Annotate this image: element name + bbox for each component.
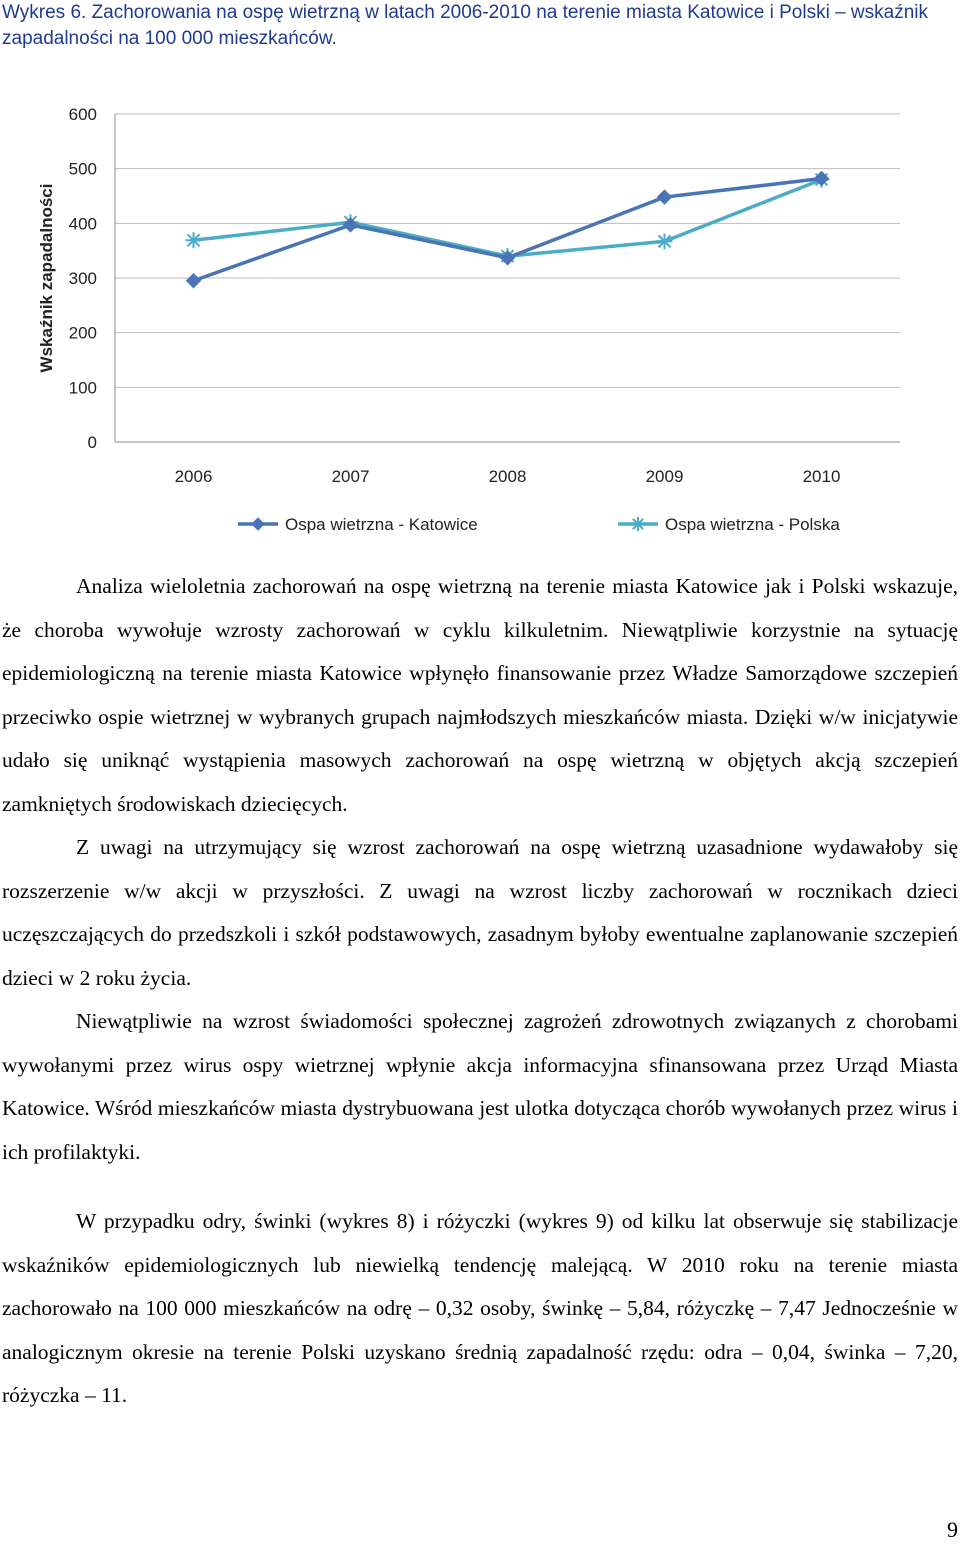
y-tick-label: 600: [68, 105, 97, 124]
legend-marker: [252, 518, 264, 530]
x-tick-label: 2008: [488, 467, 527, 486]
paragraph-3: Niewątpliwie na wzrost świadomości społecznej zagrożeń zdrowotnych związanych z chorobami wywołanymi przez wirus ospy wietrznej wpłynie akcja informacyjna sfinansowana przez Urząd Miasta Katowice. Wśród mieszkańców miasta dystrybuowana jest ulotka dotycząca chorób wywołanych przez wirus i ich profilaktyki.: [2, 1009, 958, 1164]
chart-svg: [0, 80, 960, 550]
data-point: [657, 233, 673, 249]
paragraph-1: Analiza wieloletnia zachorowań na ospę wietrzną na terenie miasta Katowice jak i Polski wskazuje, że choroba wywołuje wzrosty zachorowań w cyklu kilkuletnim. Niewątpliwie korzystnie na sytuację epidemiologiczną na terenie miasta Katowice wpłynęło finansowanie przez Władze Samorządowe szczepień przeciwko ospie wietrznej w wybranych grupach najmłodszych mieszkańców miasta. Dzięki w/w inicjatywie udało się uniknąć wystąpienia masowych zachorowań na ospę wietrzną w objętych akcją szczepień zamkniętych środowiskach dziecięcych.: [2, 574, 958, 816]
data-point: [344, 218, 358, 232]
legend-label: Ospa wietrzna - Katowice: [285, 515, 478, 534]
data-point: [186, 232, 202, 248]
y-tick-label: 0: [87, 433, 97, 452]
paragraph-2: Z uwagi na utrzymujący się wzrost zachorowań na ospę wietrzną uzasadnione wydawałoby się rozszerzenie w/w akcji w przyszłości. Z uwagi na wzrost liczby zachorowań w rocznikach dzieci uczęszczających do przedszkoli i szkół podstawowych, zasadnym byłoby ewentualne zaplanowanie szczepień dzieci w 2 roku życia.: [2, 835, 958, 990]
paragraph-4: W przypadku odry, świnki (wykres 8) i różyczki (wykres 9) od kilku lat obserwuje się stabilizacje wskaźników epidemiologicznych lub niewielką tendencję malejącą. W 2010 roku na terenie miasta zachorowało na 100 000 mieszkańców na odrę – 0,32 osoby, świnkę – 5,84, różyczkę – 7,47 Jednocześnie w analogicznym okresie na terenie Polski uzyskano średnią zapadalność rzędu: odra – 0,04, świnka – 7,20, różyczka – 11.: [2, 1209, 958, 1407]
x-tick-label: 2009: [645, 467, 684, 486]
figure-caption: Wykres 6. Zachorowania na ospę wietrzną w latach 2006-2010 na terenie miasta Katowice i Polski – wskaźnik zapadalności na 100 000 mieszkańców.: [2, 2, 929, 49]
y-tick-label: 200: [68, 323, 97, 343]
data-point: [501, 251, 515, 265]
y-tick-label: 100: [68, 378, 97, 398]
page-number: 9: [947, 1517, 958, 1542]
y-tick-label: 500: [68, 159, 97, 179]
line-chart: [0, 80, 960, 550]
y-axis-title: Wskaźnik zapadalności: [37, 183, 56, 373]
y-tick-label: 400: [68, 214, 97, 234]
x-tick-label: 2006: [174, 467, 213, 486]
body-text: [2, 565, 958, 1418]
legend-marker: [631, 517, 645, 531]
data-point: [658, 190, 672, 204]
y-tick-label: 300: [68, 269, 97, 288]
x-tick-label: 2007: [331, 467, 370, 486]
x-tick-label: 2010: [802, 467, 841, 486]
legend-label: Ospa wietrzna - Polska: [665, 515, 840, 534]
data-point: [187, 274, 201, 288]
